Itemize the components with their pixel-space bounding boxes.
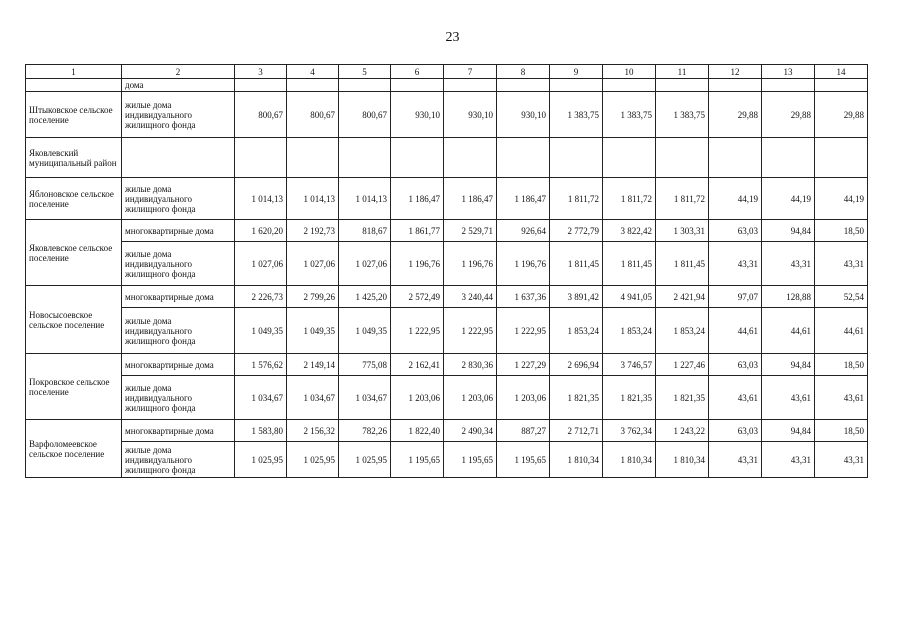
value-cell: 926,64 bbox=[497, 220, 550, 242]
value-cell: 18,50 bbox=[815, 420, 868, 442]
table-row bbox=[26, 242, 868, 286]
value-cell: 1 811,72 bbox=[550, 178, 603, 220]
housing-type-cell: жилые дома индивидуального жилищного фонда bbox=[122, 178, 235, 220]
value-cell: 43,61 bbox=[815, 376, 868, 420]
value-cell bbox=[709, 138, 762, 178]
value-cell: 44,19 bbox=[709, 178, 762, 220]
value-cell: 1 853,24 bbox=[603, 308, 656, 354]
value-cell: 3 822,42 bbox=[603, 220, 656, 242]
table-row bbox=[26, 354, 868, 376]
value-cell: 1 014,13 bbox=[235, 178, 287, 220]
value-cell bbox=[391, 79, 444, 92]
table-row bbox=[26, 420, 868, 442]
header-cell: 6 bbox=[391, 65, 444, 79]
table-row bbox=[26, 220, 868, 242]
value-cell: 1 203,06 bbox=[391, 376, 444, 420]
value-cell bbox=[550, 138, 603, 178]
value-cell: 782,26 bbox=[339, 420, 391, 442]
value-cell: 2 772,79 bbox=[550, 220, 603, 242]
value-cell: 1 025,95 bbox=[235, 442, 287, 478]
value-cell: 1 811,45 bbox=[550, 242, 603, 286]
value-cell: 1 186,47 bbox=[391, 178, 444, 220]
value-cell: 1 195,65 bbox=[444, 442, 497, 478]
value-cell: 44,19 bbox=[762, 178, 815, 220]
housing-type-cell: многоквартирные дома bbox=[122, 286, 235, 308]
value-cell: 94,84 bbox=[762, 420, 815, 442]
value-cell: 1 821,35 bbox=[656, 376, 709, 420]
value-cell bbox=[815, 79, 868, 92]
value-cell bbox=[656, 79, 709, 92]
value-cell: 1 196,76 bbox=[391, 242, 444, 286]
value-cell: 94,84 bbox=[762, 220, 815, 242]
value-cell: 2 156,32 bbox=[287, 420, 339, 442]
housing-type-cell: жилые дома индивидуального жилищного фонда bbox=[122, 308, 235, 354]
value-cell: 1 025,95 bbox=[339, 442, 391, 478]
value-cell: 128,88 bbox=[762, 286, 815, 308]
settlement-name-cell: Варфоломеевское сельское поселение bbox=[26, 420, 122, 478]
housing-type-cell: многоквартирные дома bbox=[122, 354, 235, 376]
value-cell: 1 195,65 bbox=[497, 442, 550, 478]
header-cell: 12 bbox=[709, 65, 762, 79]
housing-type-cell: жилые дома индивидуального жилищного фонда bbox=[122, 442, 235, 478]
value-cell: 2 226,73 bbox=[235, 286, 287, 308]
value-cell: 1 049,35 bbox=[287, 308, 339, 354]
header-cell: 4 bbox=[287, 65, 339, 79]
settlement-name-cell: Яковлевский муниципальный район bbox=[26, 138, 122, 178]
value-cell bbox=[709, 79, 762, 92]
value-cell bbox=[339, 79, 391, 92]
value-cell bbox=[444, 138, 497, 178]
value-cell: 97,07 bbox=[709, 286, 762, 308]
value-cell: 1 811,45 bbox=[603, 242, 656, 286]
value-cell: 2 572,49 bbox=[391, 286, 444, 308]
header-cell: 13 bbox=[762, 65, 815, 79]
settlement-name-cell: Штыковское сельское поселение bbox=[26, 92, 122, 138]
value-cell: 1 810,34 bbox=[603, 442, 656, 478]
value-cell bbox=[391, 138, 444, 178]
value-cell bbox=[815, 138, 868, 178]
value-cell: 29,88 bbox=[815, 92, 868, 138]
table-row bbox=[26, 376, 868, 420]
value-cell: 887,27 bbox=[497, 420, 550, 442]
value-cell: 43,31 bbox=[815, 242, 868, 286]
table-row bbox=[26, 178, 868, 220]
value-cell: 4 941,05 bbox=[603, 286, 656, 308]
value-cell bbox=[550, 79, 603, 92]
value-cell: 1 186,47 bbox=[497, 178, 550, 220]
value-cell: 1 027,06 bbox=[235, 242, 287, 286]
table-row bbox=[26, 308, 868, 354]
value-cell: 1 049,35 bbox=[339, 308, 391, 354]
value-cell: 2 421,94 bbox=[656, 286, 709, 308]
housing-type-cell: многоквартирные дома bbox=[122, 220, 235, 242]
value-cell: 1 861,77 bbox=[391, 220, 444, 242]
value-cell: 1 303,31 bbox=[656, 220, 709, 242]
value-cell: 1 383,75 bbox=[656, 92, 709, 138]
value-cell: 1 576,62 bbox=[235, 354, 287, 376]
header-cell: 14 bbox=[815, 65, 868, 79]
value-cell: 1 383,75 bbox=[550, 92, 603, 138]
value-cell: 63,03 bbox=[709, 354, 762, 376]
value-cell: 44,61 bbox=[815, 308, 868, 354]
value-cell: 775,08 bbox=[339, 354, 391, 376]
value-cell: 2 529,71 bbox=[444, 220, 497, 242]
value-cell: 930,10 bbox=[497, 92, 550, 138]
value-cell: 1 222,95 bbox=[391, 308, 444, 354]
value-cell: 2 712,71 bbox=[550, 420, 603, 442]
value-cell bbox=[287, 138, 339, 178]
value-cell: 2 149,14 bbox=[287, 354, 339, 376]
value-cell: 44,61 bbox=[762, 308, 815, 354]
value-cell: 1 027,06 bbox=[287, 242, 339, 286]
value-cell: 1 810,34 bbox=[550, 442, 603, 478]
value-cell: 1 027,06 bbox=[339, 242, 391, 286]
value-cell: 1 821,35 bbox=[550, 376, 603, 420]
value-cell: 1 196,76 bbox=[497, 242, 550, 286]
value-cell: 1 014,13 bbox=[339, 178, 391, 220]
value-cell: 1 203,06 bbox=[497, 376, 550, 420]
tariff-table bbox=[25, 64, 868, 478]
value-cell: 1 620,20 bbox=[235, 220, 287, 242]
value-cell: 1 222,95 bbox=[497, 308, 550, 354]
value-cell: 2 696,94 bbox=[550, 354, 603, 376]
housing-type-cell: дома bbox=[122, 79, 235, 92]
value-cell: 1 014,13 bbox=[287, 178, 339, 220]
header-cell: 2 bbox=[122, 65, 235, 79]
settlement-name-cell: Новосысоевское сельское поселение bbox=[26, 286, 122, 354]
header-cell: 10 bbox=[603, 65, 656, 79]
settlement-name-cell: Яковлевское сельское поселение bbox=[26, 220, 122, 286]
housing-type-cell: жилые дома индивидуального жилищного фонда bbox=[122, 376, 235, 420]
table-row bbox=[26, 286, 868, 308]
value-cell: 94,84 bbox=[762, 354, 815, 376]
value-cell: 1 811,72 bbox=[656, 178, 709, 220]
value-cell bbox=[339, 138, 391, 178]
value-cell: 1 853,24 bbox=[656, 308, 709, 354]
value-cell: 1 034,67 bbox=[339, 376, 391, 420]
value-cell: 1 227,29 bbox=[497, 354, 550, 376]
value-cell bbox=[762, 79, 815, 92]
value-cell bbox=[444, 79, 497, 92]
table-row bbox=[26, 442, 868, 478]
value-cell: 3 891,42 bbox=[550, 286, 603, 308]
value-cell: 43,31 bbox=[762, 242, 815, 286]
value-cell: 1 821,35 bbox=[603, 376, 656, 420]
value-cell: 1 383,75 bbox=[603, 92, 656, 138]
value-cell: 930,10 bbox=[391, 92, 444, 138]
value-cell: 1 222,95 bbox=[444, 308, 497, 354]
value-cell bbox=[235, 79, 287, 92]
value-cell bbox=[762, 138, 815, 178]
header-cell: 11 bbox=[656, 65, 709, 79]
housing-type-cell bbox=[122, 138, 235, 178]
value-cell: 44,19 bbox=[815, 178, 868, 220]
value-cell: 1 811,45 bbox=[656, 242, 709, 286]
value-cell: 1 243,22 bbox=[656, 420, 709, 442]
value-cell: 818,67 bbox=[339, 220, 391, 242]
value-cell: 1 049,35 bbox=[235, 308, 287, 354]
value-cell: 3 762,34 bbox=[603, 420, 656, 442]
value-cell: 2 490,34 bbox=[444, 420, 497, 442]
value-cell: 1 034,67 bbox=[235, 376, 287, 420]
value-cell: 800,67 bbox=[339, 92, 391, 138]
value-cell: 43,31 bbox=[709, 242, 762, 286]
value-cell: 18,50 bbox=[815, 220, 868, 242]
value-cell bbox=[603, 138, 656, 178]
settlement-name-cell bbox=[26, 79, 122, 92]
value-cell: 2 162,41 bbox=[391, 354, 444, 376]
value-cell: 63,03 bbox=[709, 220, 762, 242]
value-cell: 29,88 bbox=[709, 92, 762, 138]
value-cell: 1 425,20 bbox=[339, 286, 391, 308]
value-cell bbox=[287, 79, 339, 92]
header-cell: 5 bbox=[339, 65, 391, 79]
value-cell bbox=[656, 138, 709, 178]
value-cell: 1 822,40 bbox=[391, 420, 444, 442]
value-cell: 2 799,26 bbox=[287, 286, 339, 308]
table-header-row bbox=[26, 65, 868, 79]
value-cell: 1 025,95 bbox=[287, 442, 339, 478]
value-cell: 930,10 bbox=[444, 92, 497, 138]
value-cell: 43,31 bbox=[815, 442, 868, 478]
value-cell: 1 227,46 bbox=[656, 354, 709, 376]
value-cell: 43,61 bbox=[709, 376, 762, 420]
header-cell: 3 bbox=[235, 65, 287, 79]
housing-type-cell: многоквартирные дома bbox=[122, 420, 235, 442]
value-cell: 1 637,36 bbox=[497, 286, 550, 308]
value-cell: 63,03 bbox=[709, 420, 762, 442]
housing-type-cell: жилые дома индивидуального жилищного фонда bbox=[122, 242, 235, 286]
value-cell bbox=[603, 79, 656, 92]
value-cell: 1 196,76 bbox=[444, 242, 497, 286]
value-cell: 52,54 bbox=[815, 286, 868, 308]
value-cell: 43,31 bbox=[762, 442, 815, 478]
value-cell bbox=[497, 79, 550, 92]
table-row bbox=[26, 92, 868, 138]
table-row bbox=[26, 79, 868, 92]
settlement-name-cell: Покровское сельское поселение bbox=[26, 354, 122, 420]
header-cell: 9 bbox=[550, 65, 603, 79]
value-cell: 1 810,34 bbox=[656, 442, 709, 478]
value-cell: 2 830,36 bbox=[444, 354, 497, 376]
value-cell: 1 195,65 bbox=[391, 442, 444, 478]
value-cell: 3 746,57 bbox=[603, 354, 656, 376]
value-cell bbox=[235, 138, 287, 178]
value-cell: 29,88 bbox=[762, 92, 815, 138]
value-cell: 1 853,24 bbox=[550, 308, 603, 354]
header-cell: 7 bbox=[444, 65, 497, 79]
value-cell: 18,50 bbox=[815, 354, 868, 376]
value-cell: 800,67 bbox=[287, 92, 339, 138]
settlement-name-cell: Яблоновское сельское поселение bbox=[26, 178, 122, 220]
page-number: 23 bbox=[445, 30, 460, 45]
table-row bbox=[26, 138, 868, 178]
value-cell: 1 203,06 bbox=[444, 376, 497, 420]
value-cell: 43,61 bbox=[762, 376, 815, 420]
value-cell: 44,61 bbox=[709, 308, 762, 354]
value-cell: 43,31 bbox=[709, 442, 762, 478]
value-cell: 1 583,80 bbox=[235, 420, 287, 442]
value-cell: 800,67 bbox=[235, 92, 287, 138]
housing-type-cell: жилые дома индивидуального жилищного фонда bbox=[122, 92, 235, 138]
value-cell: 3 240,44 bbox=[444, 286, 497, 308]
header-cell: 8 bbox=[497, 65, 550, 79]
value-cell: 2 192,73 bbox=[287, 220, 339, 242]
header-cell: 1 bbox=[26, 65, 122, 79]
value-cell: 1 186,47 bbox=[444, 178, 497, 220]
value-cell: 1 034,67 bbox=[287, 376, 339, 420]
value-cell: 1 811,72 bbox=[603, 178, 656, 220]
value-cell bbox=[497, 138, 550, 178]
